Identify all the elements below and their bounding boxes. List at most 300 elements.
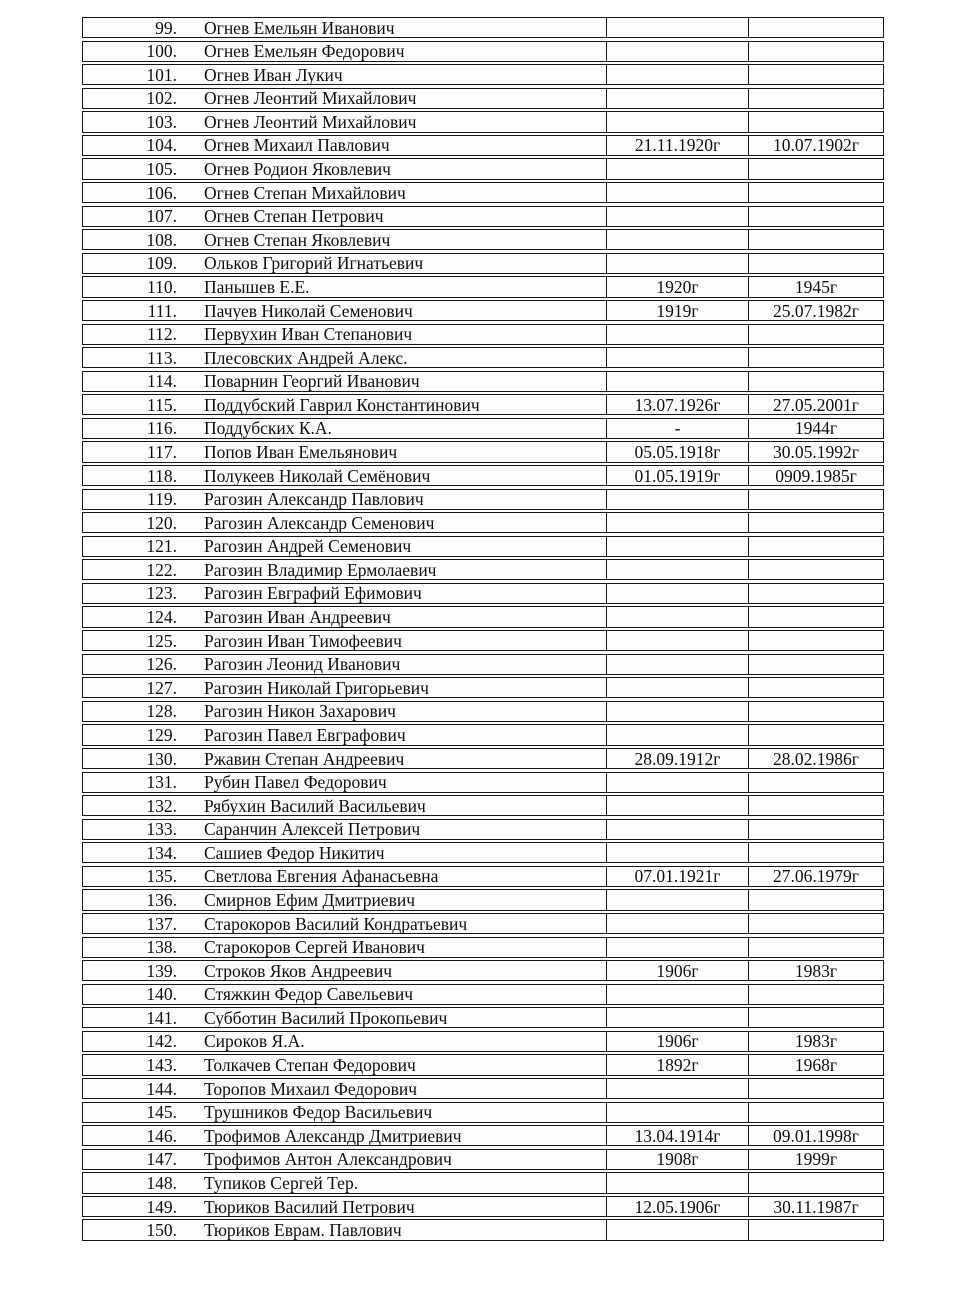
birth-date-cell: 1920г <box>606 277 748 296</box>
person-name: Огнев Иван Лукич <box>204 65 343 85</box>
row-number: 130. <box>146 748 177 769</box>
row-number: 122. <box>146 560 177 580</box>
table-row <box>82 158 884 179</box>
person-cell <box>83 914 606 933</box>
person-name: Рагозин Александр Павлович <box>204 489 424 509</box>
death-date-cell <box>748 230 883 249</box>
birth-date-cell <box>606 230 748 249</box>
person-cell <box>83 136 606 155</box>
row-number: 128. <box>146 701 177 721</box>
person-cell <box>83 277 606 296</box>
table-row <box>82 1172 884 1193</box>
person-name: Огнев Емельян Иванович <box>204 18 395 38</box>
table-row <box>82 347 884 368</box>
death-date-cell: 1983г <box>748 1032 883 1051</box>
person-cell <box>83 867 606 886</box>
person-cell <box>83 1150 606 1169</box>
table-row <box>82 630 884 651</box>
person-name: Поварнин Георгий Иванович <box>204 371 420 391</box>
person-cell <box>83 301 606 320</box>
person-cell <box>83 655 606 674</box>
table-row <box>82 1031 884 1052</box>
table-row <box>82 206 884 227</box>
death-date-cell <box>748 607 883 626</box>
person-cell <box>83 1197 606 1216</box>
death-date-cell <box>748 890 883 909</box>
person-name: Огнев Степан Михайлович <box>204 183 406 203</box>
table-row <box>82 371 884 392</box>
birth-date-cell <box>606 1220 748 1239</box>
death-date-cell: 1944г <box>748 419 883 438</box>
row-number: 102. <box>146 88 177 108</box>
table-row <box>82 182 884 203</box>
row-number: 99. <box>155 18 177 38</box>
person-cell <box>83 112 606 131</box>
birth-date-cell <box>606 773 748 792</box>
row-number: 112. <box>147 324 177 344</box>
person-cell <box>83 254 606 273</box>
birth-date-cell <box>606 678 748 697</box>
person-name: Старокоров Василий Кондратьевич <box>204 913 468 934</box>
row-number: 117. <box>147 442 177 462</box>
person-name: Рагозин Павел Евграфович <box>204 725 406 745</box>
table-row <box>82 1149 884 1170</box>
death-date-cell: 27.05.2001г <box>748 395 883 414</box>
birth-date-cell <box>606 796 748 815</box>
death-date-cell <box>748 372 883 391</box>
person-name: Рагозин Владимир Ермолаевич <box>204 560 437 580</box>
person-cell <box>83 1032 606 1051</box>
person-name: Субботин Василий Прокопьевич <box>204 1008 448 1028</box>
row-number: 125. <box>146 631 177 651</box>
row-number: 148. <box>146 1173 177 1193</box>
birth-date-cell <box>606 159 748 178</box>
death-date-cell <box>748 702 883 721</box>
birth-date-cell <box>606 702 748 721</box>
person-name: Огнев Михаил Павлович <box>204 135 390 156</box>
table-row <box>82 88 884 109</box>
table-row <box>82 960 884 981</box>
death-date-cell <box>748 914 883 933</box>
birth-date-cell <box>606 1079 748 1098</box>
birth-date-cell <box>606 655 748 674</box>
table-row <box>82 276 884 297</box>
table-row <box>82 465 884 486</box>
table-row <box>82 324 884 345</box>
death-date-cell <box>748 348 883 367</box>
birth-date-cell: 12.05.1906г <box>606 1197 748 1216</box>
person-name: Огнев Степан Яковлевич <box>204 230 391 250</box>
death-date-cell <box>748 325 883 344</box>
person-cell <box>83 985 606 1004</box>
row-number: 115. <box>147 395 177 415</box>
birth-date-cell <box>606 985 748 1004</box>
birth-date-cell: 21.11.1920г <box>606 136 748 155</box>
birth-date-cell: 1908г <box>606 1150 748 1169</box>
person-cell <box>83 938 606 957</box>
table-row <box>82 559 884 580</box>
death-date-cell <box>748 655 883 674</box>
person-cell <box>83 42 606 61</box>
birth-date-cell <box>606 112 748 131</box>
table-row <box>82 1102 884 1123</box>
row-number: 119. <box>147 489 177 509</box>
person-cell <box>83 1055 606 1074</box>
row-number: 123. <box>146 583 177 604</box>
birth-date-cell <box>606 820 748 839</box>
person-name: Поддубских К.А. <box>204 418 332 439</box>
person-name: Рагозин Никон Захарович <box>204 701 396 721</box>
birth-date-cell <box>606 18 748 37</box>
person-cell <box>83 325 606 344</box>
person-name: Поддубский Гаврил Константинович <box>204 395 480 415</box>
death-date-cell <box>748 820 883 839</box>
birth-date-cell: 13.07.1926г <box>606 395 748 414</box>
death-date-cell <box>748 843 883 862</box>
person-name: Смирнов Ефим Дмитриевич <box>204 890 416 910</box>
person-name: Трушников Федор Васильевич <box>204 1102 433 1122</box>
person-name: Рагозин Андрей Семенович <box>204 536 412 556</box>
person-name: Трофимов Александр Дмитриевич <box>204 1126 462 1146</box>
person-name: Плесовских Андрей Алекс. <box>204 348 408 368</box>
person-name: Огнев Родион Яковлевич <box>204 159 391 179</box>
person-name: Огнев Леонтий Михайлович <box>204 112 417 132</box>
table-row <box>82 512 884 533</box>
row-number: 106. <box>146 183 177 203</box>
person-cell <box>83 1173 606 1192</box>
row-number: 141. <box>146 1008 177 1028</box>
death-date-cell <box>748 65 883 84</box>
row-number: 124. <box>146 607 177 627</box>
death-date-cell <box>748 207 883 226</box>
person-name: Стяжкин Федор Савельевич <box>204 984 414 1004</box>
row-number: 116. <box>147 418 177 439</box>
person-name: Рагозин Николай Григорьевич <box>204 678 429 698</box>
row-number: 103. <box>146 112 177 132</box>
birth-date-cell <box>606 1008 748 1027</box>
person-cell <box>83 631 606 650</box>
birth-date-cell: 1906г <box>606 1032 748 1051</box>
death-date-cell <box>748 678 883 697</box>
death-date-cell: 30.11.1987г <box>748 1197 883 1216</box>
person-cell <box>83 1220 606 1239</box>
row-number: 140. <box>146 984 177 1004</box>
birth-date-cell <box>606 513 748 532</box>
person-cell <box>83 725 606 744</box>
row-number: 143. <box>146 1055 177 1075</box>
birth-date-cell <box>606 843 748 862</box>
table-row <box>82 394 884 415</box>
person-cell <box>83 537 606 556</box>
birth-date-cell <box>606 560 748 579</box>
death-date-cell: 09.01.1998г <box>748 1126 883 1145</box>
row-number: 146. <box>146 1126 177 1146</box>
row-number: 100. <box>146 41 177 61</box>
death-date-cell: 30.05.1992г <box>748 442 883 461</box>
person-name: Толкачев Степан Федорович <box>204 1055 416 1075</box>
table-row <box>82 1078 884 1099</box>
table-row <box>82 111 884 132</box>
death-date-cell <box>748 159 883 178</box>
row-number: 131. <box>146 772 177 792</box>
table-row <box>82 819 884 840</box>
birth-date-cell <box>606 607 748 626</box>
person-name: Тюриков Василий Петрович <box>204 1196 415 1217</box>
table-row <box>82 1196 884 1217</box>
table-row <box>82 583 884 604</box>
table-row <box>82 489 884 510</box>
birth-date-cell <box>606 631 748 650</box>
table-row <box>82 441 884 462</box>
person-cell <box>83 513 606 532</box>
birth-date-cell <box>606 254 748 273</box>
death-date-cell: 10.07.1902г <box>748 136 883 155</box>
birth-date-cell <box>606 207 748 226</box>
row-number: 147. <box>146 1149 177 1169</box>
row-number: 114. <box>147 371 177 391</box>
person-name: Торопов Михаил Федорович <box>204 1079 418 1099</box>
table-row <box>82 135 884 156</box>
row-number: 136. <box>146 890 177 910</box>
person-cell <box>83 749 606 768</box>
row-number: 137. <box>146 913 177 934</box>
table-row <box>82 937 884 958</box>
birth-date-cell: 1919г <box>606 301 748 320</box>
table-row <box>82 866 884 887</box>
death-date-cell <box>748 18 883 37</box>
birth-date-cell <box>606 490 748 509</box>
death-date-cell <box>748 938 883 957</box>
birth-date-cell <box>606 725 748 744</box>
death-date-cell <box>748 1173 883 1192</box>
person-cell <box>83 890 606 909</box>
row-number: 135. <box>146 866 177 886</box>
person-name: Рагозин Александр Семенович <box>204 513 435 533</box>
death-date-cell <box>748 1220 883 1239</box>
death-date-cell <box>748 1008 883 1027</box>
birth-date-cell <box>606 42 748 61</box>
person-cell <box>83 490 606 509</box>
birth-date-cell <box>606 890 748 909</box>
death-date-cell <box>748 1103 883 1122</box>
table-row <box>82 913 884 934</box>
person-cell <box>83 419 606 438</box>
death-date-cell: 28.02.1986г <box>748 749 883 768</box>
row-number: 144. <box>146 1079 177 1099</box>
birth-date-cell <box>606 1173 748 1192</box>
person-name: Трофимов Антон Александрович <box>204 1149 452 1169</box>
person-name: Пачуев Николай Семенович <box>204 300 413 321</box>
person-cell <box>83 773 606 792</box>
death-date-cell <box>748 537 883 556</box>
table-row <box>82 748 884 769</box>
table-row <box>82 1007 884 1028</box>
person-name: Тупиков Сергей Тер. <box>204 1173 359 1193</box>
person-name: Рагозин Иван Андреевич <box>204 607 391 627</box>
person-cell <box>83 961 606 980</box>
person-cell <box>83 584 606 603</box>
table-row <box>82 984 884 1005</box>
person-cell <box>83 702 606 721</box>
row-number: 107. <box>146 206 177 226</box>
birth-date-cell <box>606 325 748 344</box>
person-name: Панышев Е.Е. <box>204 277 310 297</box>
table-row <box>82 677 884 698</box>
person-name: Рубин Павел Федорович <box>204 772 387 792</box>
row-number: 113. <box>147 348 177 368</box>
person-cell <box>83 843 606 862</box>
row-number: 104. <box>146 135 177 156</box>
person-cell <box>83 607 606 626</box>
row-number: 105. <box>146 159 177 179</box>
person-name: Строков Яков Андреевич <box>204 961 393 981</box>
person-cell <box>83 183 606 202</box>
person-cell <box>83 796 606 815</box>
table-row <box>82 300 884 321</box>
birth-date-cell <box>606 914 748 933</box>
person-name: Рагозин Евграфий Ефимович <box>204 583 422 604</box>
person-name: Сашиев Федор Никитич <box>204 843 385 863</box>
row-number: 111. <box>147 300 177 321</box>
death-date-cell <box>748 560 883 579</box>
death-date-cell: 1983г <box>748 961 883 980</box>
person-name: Огнев Степан Петрович <box>204 206 384 226</box>
death-date-cell <box>748 796 883 815</box>
table-row <box>82 772 884 793</box>
birth-date-cell <box>606 1103 748 1122</box>
death-date-cell <box>748 773 883 792</box>
person-cell <box>83 1008 606 1027</box>
row-number: 145. <box>146 1102 177 1122</box>
person-cell <box>83 207 606 226</box>
row-number: 139. <box>146 961 177 981</box>
memorial-list-table <box>82 17 884 1243</box>
person-name: Старокоров Сергей Иванович <box>204 937 425 957</box>
row-number: 133. <box>146 819 177 839</box>
person-name: Ржавин Степан Андреевич <box>204 748 405 769</box>
row-number: 129. <box>146 725 177 745</box>
death-date-cell: 1968г <box>748 1055 883 1074</box>
death-date-cell <box>748 584 883 603</box>
table-row <box>82 842 884 863</box>
table-row <box>82 1125 884 1146</box>
table-row <box>82 64 884 85</box>
table-row <box>82 536 884 557</box>
death-date-cell <box>748 42 883 61</box>
birth-date-cell <box>606 372 748 391</box>
row-number: 149. <box>146 1196 177 1217</box>
person-cell <box>83 1079 606 1098</box>
birth-date-cell <box>606 938 748 957</box>
person-name: Рагозин Иван Тимофеевич <box>204 631 402 651</box>
death-date-cell <box>748 254 883 273</box>
person-name: Огнев Емельян Федорович <box>204 41 405 61</box>
person-name: Огнев Леонтий Михайлович <box>204 88 417 108</box>
table-row <box>82 17 884 38</box>
death-date-cell: 0909.1985г <box>748 466 883 485</box>
row-number: 138. <box>146 937 177 957</box>
table-row <box>82 229 884 250</box>
birth-date-cell: 01.05.1919г <box>606 466 748 485</box>
person-cell <box>83 89 606 108</box>
death-date-cell <box>748 89 883 108</box>
person-cell <box>83 230 606 249</box>
birth-date-cell <box>606 537 748 556</box>
death-date-cell <box>748 985 883 1004</box>
person-name: Сироков Я.А. <box>204 1031 305 1052</box>
person-name: Рябухин Василий Васильевич <box>204 796 426 816</box>
death-date-cell: 1945г <box>748 277 883 296</box>
person-name: Попов Иван Емельянович <box>204 442 398 462</box>
person-cell <box>83 820 606 839</box>
person-cell <box>83 1126 606 1145</box>
birth-date-cell: 1906г <box>606 961 748 980</box>
birth-date-cell <box>606 584 748 603</box>
row-number: 134. <box>146 843 177 863</box>
row-number: 109. <box>146 253 177 273</box>
table-row <box>82 701 884 722</box>
person-cell <box>83 678 606 697</box>
birth-date-cell: 05.05.1918г <box>606 442 748 461</box>
table-row <box>82 654 884 675</box>
person-cell <box>83 442 606 461</box>
table-row <box>82 724 884 745</box>
row-number: 101. <box>146 65 177 85</box>
person-cell <box>83 1103 606 1122</box>
death-date-cell <box>748 513 883 532</box>
person-name: Тюриков Еврам. Павлович <box>204 1220 402 1240</box>
row-number: 150. <box>146 1220 177 1240</box>
death-date-cell: 27.06.1979г <box>748 867 883 886</box>
row-number: 110. <box>147 277 177 297</box>
death-date-cell <box>748 725 883 744</box>
birth-date-cell: 13.04.1914г <box>606 1126 748 1145</box>
person-name: Саранчин Алексей Петрович <box>204 819 421 839</box>
table-row <box>82 606 884 627</box>
death-date-cell <box>748 490 883 509</box>
table-row <box>82 1219 884 1240</box>
table-row <box>82 41 884 62</box>
person-cell <box>83 18 606 37</box>
person-cell <box>83 466 606 485</box>
birth-date-cell: 07.01.1921г <box>606 867 748 886</box>
birth-date-cell: 1892г <box>606 1055 748 1074</box>
person-name: Полукеев Николай Семёнович <box>204 465 431 486</box>
death-date-cell <box>748 183 883 202</box>
table-row <box>82 889 884 910</box>
row-number: 132. <box>146 796 177 816</box>
person-name: Рагозин Леонид Иванович <box>204 654 401 674</box>
person-cell <box>83 372 606 391</box>
death-date-cell <box>748 112 883 131</box>
birth-date-cell <box>606 348 748 367</box>
table-row <box>82 253 884 274</box>
table-row <box>82 795 884 816</box>
person-cell <box>83 159 606 178</box>
row-number: 120. <box>146 513 177 533</box>
death-date-cell <box>748 631 883 650</box>
death-date-cell <box>748 1079 883 1098</box>
person-cell <box>83 348 606 367</box>
death-date-cell: 25.07.1982г <box>748 301 883 320</box>
row-number: 118. <box>147 465 177 486</box>
table-row <box>82 1054 884 1075</box>
person-name: Светлова Евгения Афанасьевна <box>204 866 439 886</box>
person-cell <box>83 65 606 84</box>
person-cell <box>83 560 606 579</box>
row-number: 142. <box>146 1031 177 1052</box>
table-row <box>82 418 884 439</box>
